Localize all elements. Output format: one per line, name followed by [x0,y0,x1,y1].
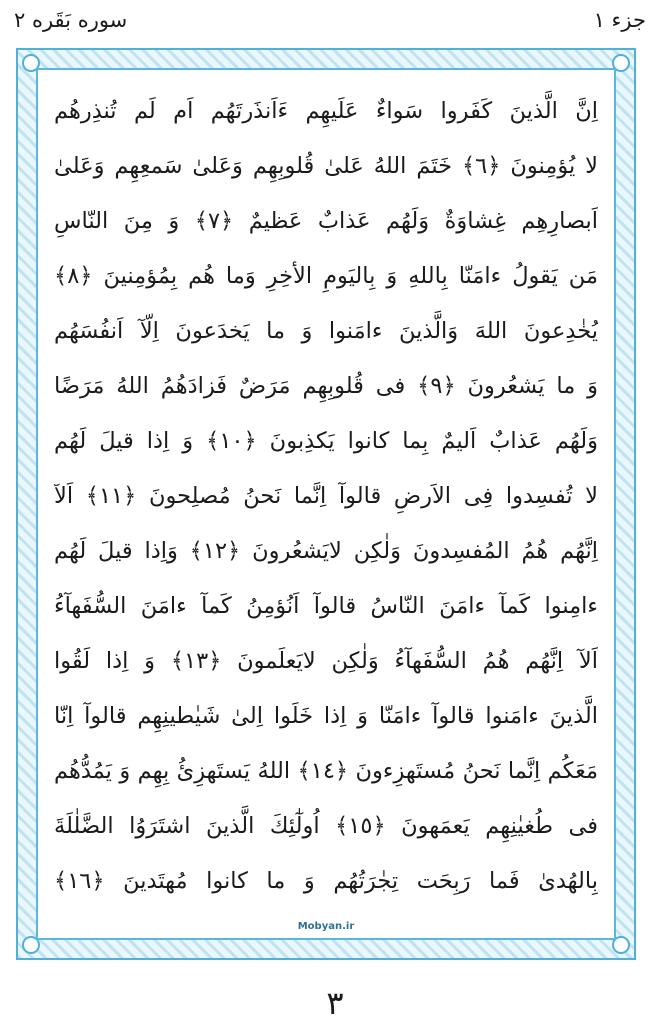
text-line: وَ ما يَشعُرونَ ﴿٩﴾ فى قُلوبِهِم مَرَضٌ فَزادَهُمُ اللهُ مَرَضًا [54,373,598,399]
watermark: Mobyan.ir [297,921,355,932]
text-line: ءامِنوا كَمآ ءامَنَ النّاسُ قالوآ اَنُؤمِنُ كَمآ ءامَنَ السُّفَهآءُ [54,593,598,619]
text-line: الَّذينَ ءامَنوا قالوآ ءامَنّا وَ اِذا خَلَوا اِلىٰ شَيٰطينِهِم قالوآ اِنّا [54,703,598,729]
text-line: مَعَكُم اِنَّما نَحنُ مُستَهزِءونَ ﴿١٤﴾ اللهُ يَستَهزِئُ بِهِم وَ يَمُدُّهُم [54,758,598,784]
text-line: اِنَّهُم هُمُ المُفسِدونَ وَلٰكِن لايَشعُرونَ ﴿١٢﴾ وَاِذا قيلَ لَهُم [54,538,598,564]
juz-number: جزء ١ [593,8,646,32]
text-line: فى طُغيٰنِهِم يَعمَهونَ ﴿١٥﴾ اُولٰٓئِكَ الَّذينَ اشتَرَوُا الضَّلٰلَةَ [54,813,598,839]
text-line: اِنَّ الَّذينَ كَفَروا سَواءٌ عَلَيهِم ءَاَنذَرتَهُم اَم لَم تُنذِرهُم [54,98,598,124]
text-line: لا تُفسِدوا فِى الاَرضِ قالوآ اِنَّما نَحنُ مُصلِحونَ ﴿١١﴾ اَلآ [54,483,598,509]
text-line: مَن يَقولُ ءامَنّا بِاللهِ وَ بِاليَومِ الأخِرِ وَما هُم بِمُؤمِنينَ ﴿٨﴾ [54,263,598,289]
page-number: ٣ [326,984,344,1022]
text-line: لا يُؤمِنونَ ﴿٦﴾ خَتَمَ اللهُ عَلىٰ قُلوبِهِم وَعَلىٰ سَمعِهِم وَعَلىٰ [54,153,598,179]
text-line: يُخٰدِعونَ اللهَ وَالَّذينَ ءامَنوا وَ ما يَخدَعونَ اِلّآ اَنفُسَهُم [54,318,598,344]
verse-text [54,84,598,910]
ornamental-frame [16,48,636,960]
surah-name: سوره بَقَره ٢ [14,8,128,32]
text-line: وَلَهُم عَذابٌ اَليمٌ بِما كانوا يَكذِبونَ ﴿١٠﴾ وَ اِذا قيلَ لَهُم [54,428,598,454]
text-panel [36,68,616,940]
page-header [0,0,670,52]
text-line: بِالهُدىٰ فَما رَبِحَت تِجٰرَتُهُم وَ ما كانوا مُهتَدينَ ﴿١٦﴾ [54,868,598,894]
text-line: اَبصارِهِم غِشاوَةٌ وَلَهُم عَذابٌ عَظيمٌ ﴿٧﴾ وَ مِنَ النّاسِ [54,208,598,234]
text-line: اَلآ اِنَّهُم هُمُ السُّفَهآءُ وَلٰكِن لايَعلَمونَ ﴿١٣﴾ وَ اِذا لَقُوا [54,648,598,674]
